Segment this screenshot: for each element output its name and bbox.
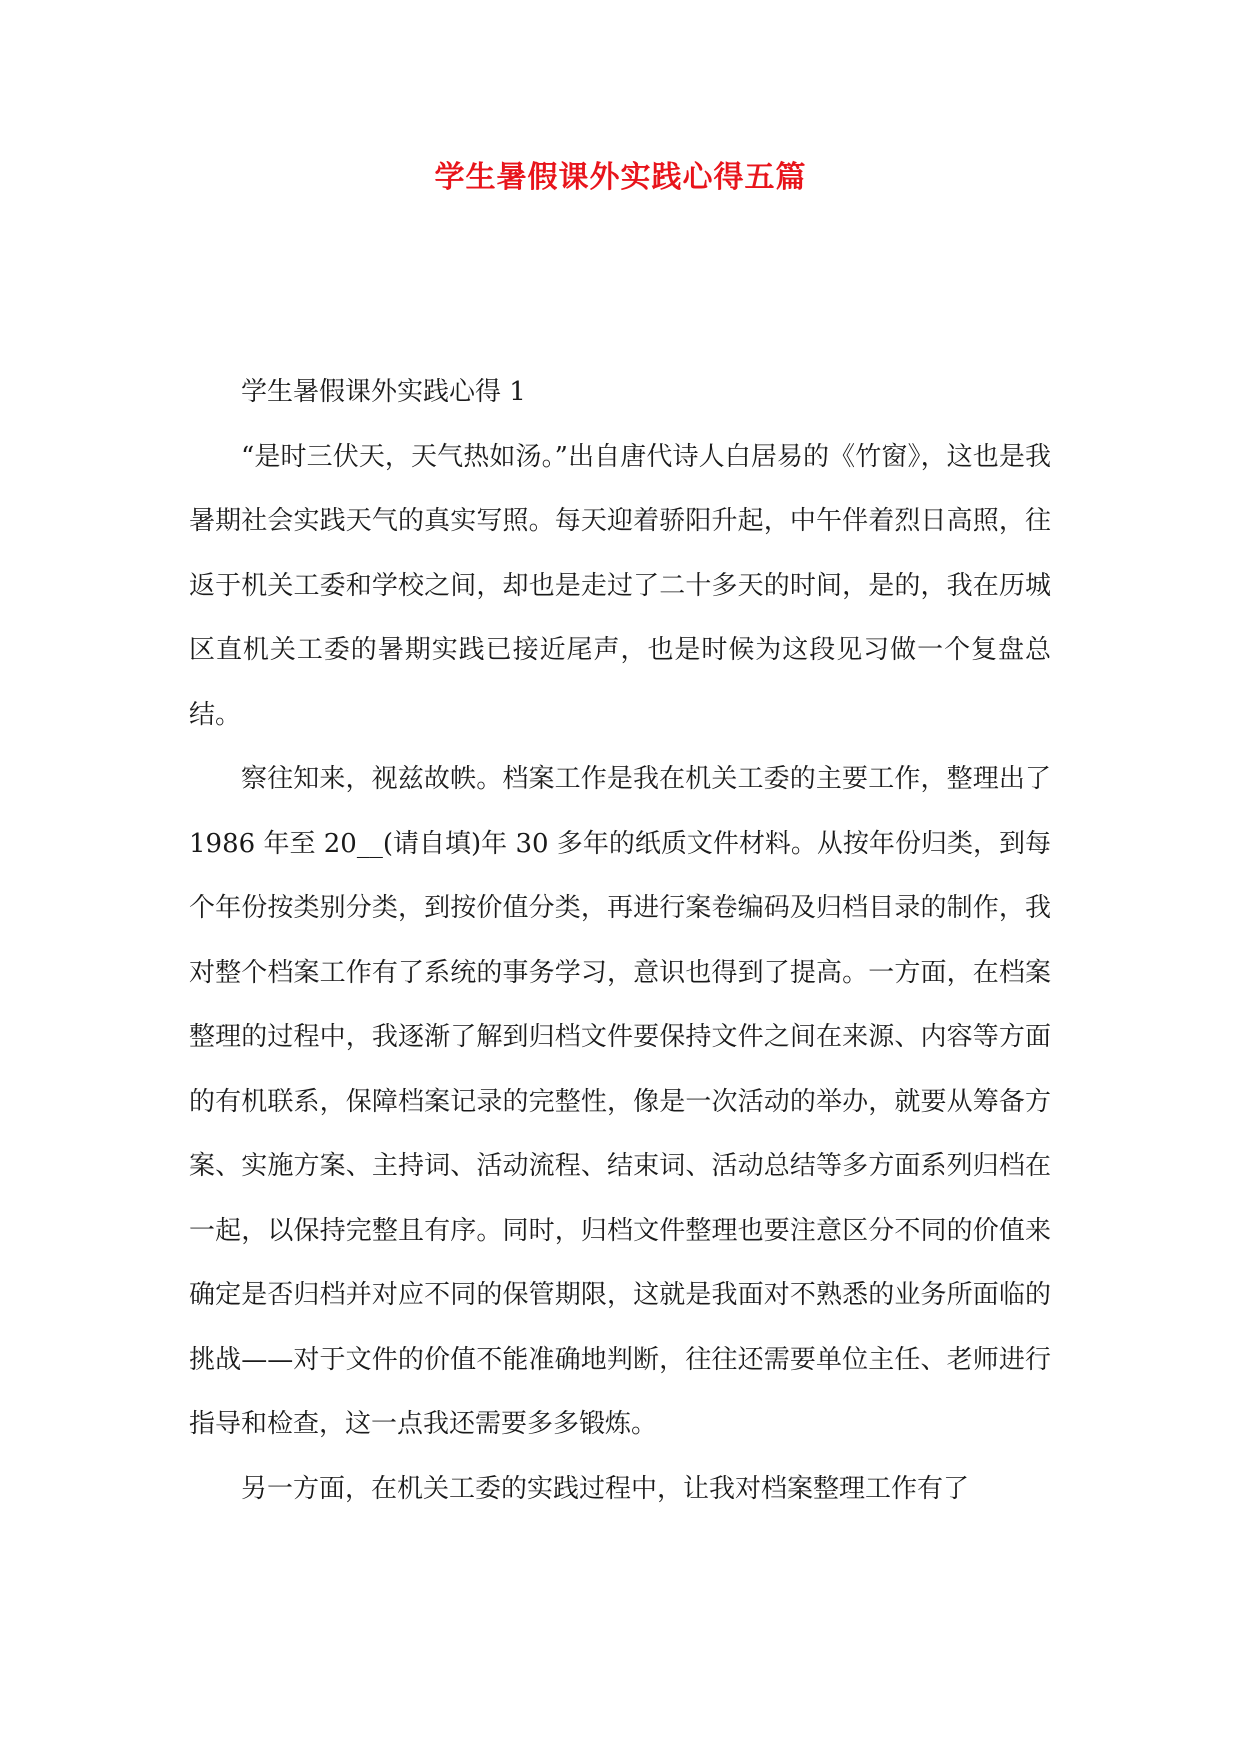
paragraph: 另一方面，在机关工委的实践过程中，让我对档案整理工作有了 [241,1473,970,1504]
paragraph: 察往知来，视兹故帙。档案工作是我在机关工委的主要工作，整理出了 1986 年至 20__(请自填)年 30 多年的纸质文件材料。从按年份归类，到每个年份按类别分类，到按价值分类，再进行案卷编码及归档目录的制作，我对整个档案工作有了系统的事务学习，意识也得到了提高。一方面，在档案整理的过程中，我逐渐了解到归档文件要保持文件之间在来源、内容等方面的有机联系，保障档案记录的完整性，像是一次活动的举办，就要从筹备方案、实施方案、主持词、活动流程、结束词、活动总结等多方面系列归档在一起，以保持完整且有序。同时，归档文件整理也要注意区分不同的价值来确定是否归档并对应不同的保管期限，这就是我面对不熟悉的业务所面临的挑战——对于文件的价值不能准确地判断，往往还需要单位主任、老师进行指导和检查，这一点我还需要多多锻炼。 [189,764,1051,1439]
document-title: 学生暑假课外实践心得五篇 [434,160,807,195]
paragraph: “是时三伏天，天气热如汤。”出自唐代诗人白居易的《竹窗》，这也是我暑期社会实践天气的真实写照。每天迎着骄阳升起，中午伴着烈日高照，往返于机关工委和学校之间，却也是走过了二十多天的时间，是的，我在历城区直机关工委的暑期实践已接近尾声，也是时候为这段见习做一个复盘总结。 [189,441,1051,730]
document-body [189,360,1051,1521]
section-heading: 学生暑假课外实践心得 1 [241,377,526,407]
